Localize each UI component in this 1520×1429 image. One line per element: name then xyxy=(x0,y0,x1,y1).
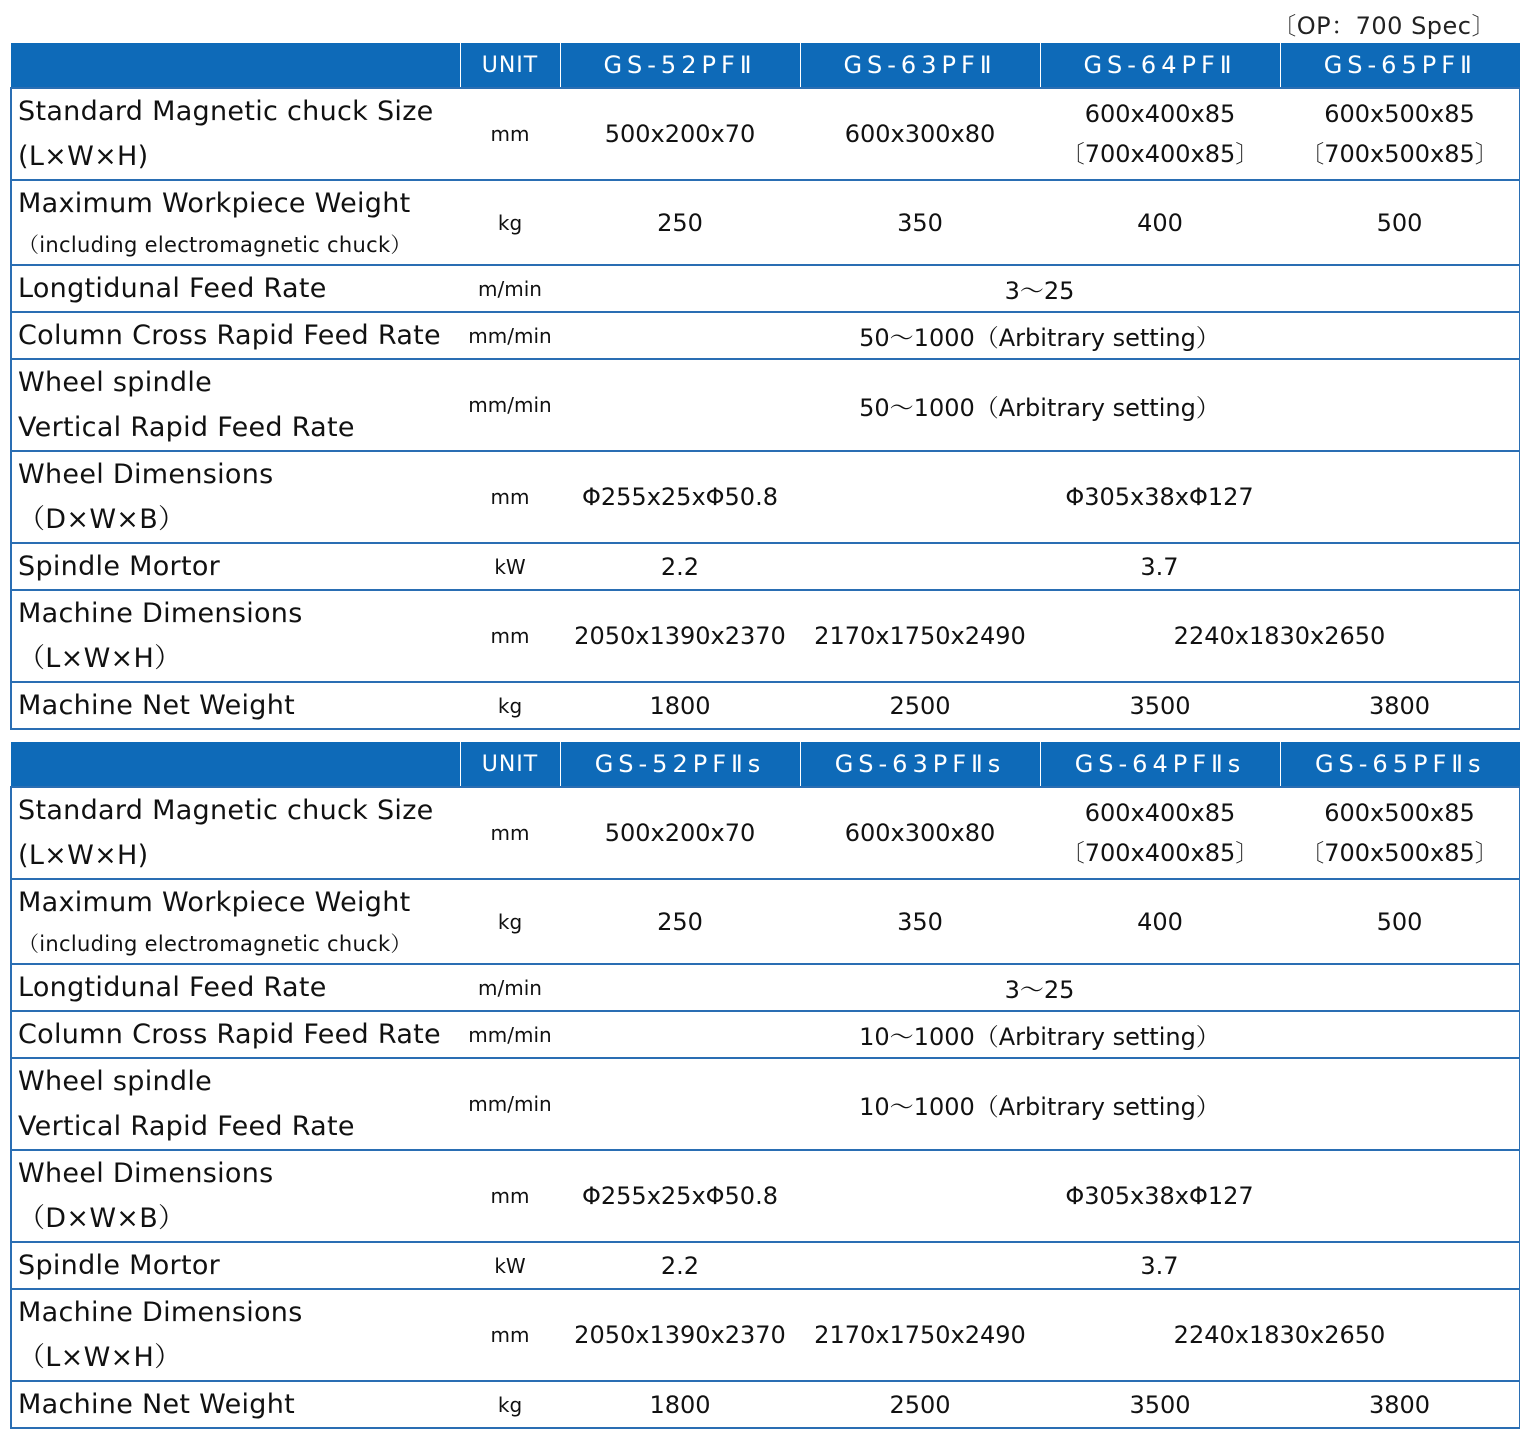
row-label-line: Machine Dimensions xyxy=(18,1297,303,1328)
header-model: GS-64PFⅡs xyxy=(1040,742,1280,787)
cell-value xyxy=(1280,787,1520,879)
row-label: Spindle Mortor xyxy=(11,1242,460,1289)
row-machine-net-weight xyxy=(11,1381,1520,1428)
cell-value: 3～25 xyxy=(560,265,1520,312)
cell-value: 2.2 xyxy=(560,543,800,590)
row-unit: kW xyxy=(460,543,560,590)
cell-value: 400 xyxy=(1040,879,1280,964)
header-model: GS-65PFⅡs xyxy=(1280,742,1520,787)
row-magnetic-chuck-size xyxy=(11,787,1520,879)
spec-table-standard xyxy=(10,43,1520,730)
cell-value xyxy=(1040,88,1280,180)
row-label-line: （L×W×H） xyxy=(18,643,182,674)
cell-value: 3800 xyxy=(1280,1381,1520,1428)
cell-value: 500 xyxy=(1280,879,1520,964)
header-blank-cell xyxy=(11,742,460,787)
row-wheel-spindle-vertical-feed-rate xyxy=(11,1058,1520,1150)
row-label xyxy=(11,879,460,964)
row-label-subline: （including electromagnetic chuck） xyxy=(18,233,412,257)
row-label-line: Maximum Workpiece Weight xyxy=(18,887,411,918)
cell-value: 350 xyxy=(800,879,1040,964)
header-model: GS-64PFⅡ xyxy=(1040,43,1280,88)
row-unit: mm xyxy=(460,787,560,879)
row-label-line: （L×W×H） xyxy=(18,1342,182,1373)
header-model: GS-63PFⅡs xyxy=(800,742,1040,787)
table-header-row xyxy=(11,43,1520,88)
cell-value: 500 xyxy=(1280,180,1520,265)
row-label-line: Machine Dimensions xyxy=(18,598,303,629)
cell-value: 50～1000（Arbitrary setting） xyxy=(560,312,1520,359)
cell-value: 3.7 xyxy=(800,1242,1520,1289)
row-max-workpiece-weight xyxy=(11,180,1520,265)
row-unit: mm/min xyxy=(460,1058,560,1150)
row-label-line: (L×W×H) xyxy=(18,840,149,871)
row-label: Spindle Mortor xyxy=(11,543,460,590)
row-label-line: Standard Magnetic chuck Size xyxy=(18,96,434,127)
row-machine-dimensions xyxy=(11,1289,1520,1381)
row-label-line: Standard Magnetic chuck Size xyxy=(18,795,434,826)
cell-value: 250 xyxy=(560,180,800,265)
cell-value: 1800 xyxy=(560,682,800,729)
cell-value: 350 xyxy=(800,180,1040,265)
cell-value: Φ305x38xΦ127 xyxy=(800,451,1520,543)
row-unit: kW xyxy=(460,1242,560,1289)
row-unit: mm/min xyxy=(460,1011,560,1058)
header-model: GS-63PFⅡ xyxy=(800,43,1040,88)
row-unit: mm xyxy=(460,1150,560,1242)
cell-value-line: 〔700x400x85〕 xyxy=(1060,140,1260,168)
cell-value xyxy=(1040,787,1280,879)
row-unit: kg xyxy=(460,879,560,964)
cell-value: 10～1000（Arbitrary setting） xyxy=(560,1058,1520,1150)
header-model: GS-52PFⅡs xyxy=(560,742,800,787)
row-unit: mm/min xyxy=(460,359,560,451)
header-unit: UNIT xyxy=(460,742,560,787)
row-longitudinal-feed-rate xyxy=(11,964,1520,1011)
row-label-line: Wheel spindle xyxy=(18,367,213,398)
row-label-line: Maximum Workpiece Weight xyxy=(18,188,411,219)
row-column-cross-rapid-feed-rate xyxy=(11,1011,1520,1058)
header-model: GS-52PFⅡ xyxy=(560,43,800,88)
cell-value: 3800 xyxy=(1280,682,1520,729)
cell-value: Φ255x25xΦ50.8 xyxy=(560,1150,800,1242)
row-label: Longtidunal Feed Rate xyxy=(11,265,460,312)
cell-value: 3500 xyxy=(1040,682,1280,729)
cell-value: 3～25 xyxy=(560,964,1520,1011)
row-label xyxy=(11,359,460,451)
cell-value: 2170x1750x2490 xyxy=(800,590,1040,682)
row-label xyxy=(11,1289,460,1381)
cell-value-line: 〔700x500x85〕 xyxy=(1300,140,1499,168)
row-magnetic-chuck-size xyxy=(11,88,1520,180)
row-unit: kg xyxy=(460,1381,560,1428)
row-spindle-motor xyxy=(11,1242,1520,1289)
row-label: Longtidunal Feed Rate xyxy=(11,964,460,1011)
cell-value: 2240x1830x2650 xyxy=(1040,1289,1520,1381)
row-wheel-dimensions xyxy=(11,1150,1520,1242)
spec-table-s-series xyxy=(10,742,1520,1429)
cell-value: 600x300x80 xyxy=(800,787,1040,879)
row-label xyxy=(11,787,460,879)
cell-value: 10～1000（Arbitrary setting） xyxy=(560,1011,1520,1058)
row-wheel-dimensions xyxy=(11,451,1520,543)
cell-value: Φ305x38xΦ127 xyxy=(800,1150,1520,1242)
row-unit: kg xyxy=(460,682,560,729)
row-unit: mm xyxy=(460,1289,560,1381)
cell-value: 2170x1750x2490 xyxy=(800,1289,1040,1381)
row-label xyxy=(11,88,460,180)
cell-value-line: 〔700x500x85〕 xyxy=(1300,839,1499,867)
cell-value: 500x200x70 xyxy=(560,787,800,879)
row-label xyxy=(11,1058,460,1150)
cell-value: 50～1000（Arbitrary setting） xyxy=(560,359,1520,451)
cell-value-line: 600x500x85 xyxy=(1324,799,1475,827)
row-label-line: Wheel spindle xyxy=(18,1066,213,1097)
row-label: Column Cross Rapid Feed Rate xyxy=(11,312,460,359)
table-header-row xyxy=(11,742,1520,787)
row-unit: mm/min xyxy=(460,312,560,359)
cell-value: 3.7 xyxy=(800,543,1520,590)
row-label: Machine Net Weight xyxy=(11,682,460,729)
row-label-line: Vertical Rapid Feed Rate xyxy=(18,412,355,443)
row-label-line: Wheel Dimensions xyxy=(18,1158,274,1189)
row-label-line: Wheel Dimensions xyxy=(18,459,274,490)
row-label-line: Vertical Rapid Feed Rate xyxy=(18,1111,355,1142)
cell-value: 2050x1390x2370 xyxy=(560,1289,800,1381)
cell-value: 2240x1830x2650 xyxy=(1040,590,1520,682)
row-wheel-spindle-vertical-feed-rate xyxy=(11,359,1520,451)
cell-value: 3500 xyxy=(1040,1381,1280,1428)
row-unit: mm xyxy=(460,88,560,180)
row-unit: kg xyxy=(460,180,560,265)
row-label xyxy=(11,180,460,265)
row-unit: mm xyxy=(460,451,560,543)
cell-value: 2500 xyxy=(800,1381,1040,1428)
cell-value: 500x200x70 xyxy=(560,88,800,180)
cell-value-line: 600x400x85 xyxy=(1084,100,1236,128)
row-label: Machine Net Weight xyxy=(11,1381,460,1428)
row-label xyxy=(11,451,460,543)
row-label: Column Cross Rapid Feed Rate xyxy=(11,1011,460,1058)
row-label xyxy=(11,590,460,682)
row-label-line: （D×W×B） xyxy=(18,504,186,535)
row-unit: m/min xyxy=(460,964,560,1011)
header-blank-cell xyxy=(11,43,460,88)
spec-note: 〔OP：700 Spec〕 xyxy=(1272,12,1496,40)
cell-value: Φ255x25xΦ50.8 xyxy=(560,451,800,543)
row-label xyxy=(11,1150,460,1242)
cell-value: 2.2 xyxy=(560,1242,800,1289)
cell-value: 400 xyxy=(1040,180,1280,265)
cell-value-line: 600x500x85 xyxy=(1324,100,1475,128)
row-label-subline: （including electromagnetic chuck） xyxy=(18,932,412,956)
row-label-line: (L×W×H) xyxy=(18,141,149,172)
row-label-line: （D×W×B） xyxy=(18,1203,186,1234)
row-machine-dimensions xyxy=(11,590,1520,682)
row-unit: m/min xyxy=(460,265,560,312)
cell-value-line: 600x400x85 xyxy=(1084,799,1236,827)
cell-value: 2500 xyxy=(800,682,1040,729)
row-longitudinal-feed-rate xyxy=(11,265,1520,312)
row-column-cross-rapid-feed-rate xyxy=(11,312,1520,359)
cell-value: 2050x1390x2370 xyxy=(560,590,800,682)
row-unit: mm xyxy=(460,590,560,682)
cell-value-line: 〔700x400x85〕 xyxy=(1060,839,1260,867)
cell-value: 250 xyxy=(560,879,800,964)
cell-value: 1800 xyxy=(560,1381,800,1428)
row-max-workpiece-weight xyxy=(11,879,1520,964)
header-model: GS-65PFⅡ xyxy=(1280,43,1520,88)
row-machine-net-weight xyxy=(11,682,1520,729)
cell-value xyxy=(1280,88,1520,180)
cell-value: 600x300x80 xyxy=(800,88,1040,180)
header-unit: UNIT xyxy=(460,43,560,88)
row-spindle-motor xyxy=(11,543,1520,590)
